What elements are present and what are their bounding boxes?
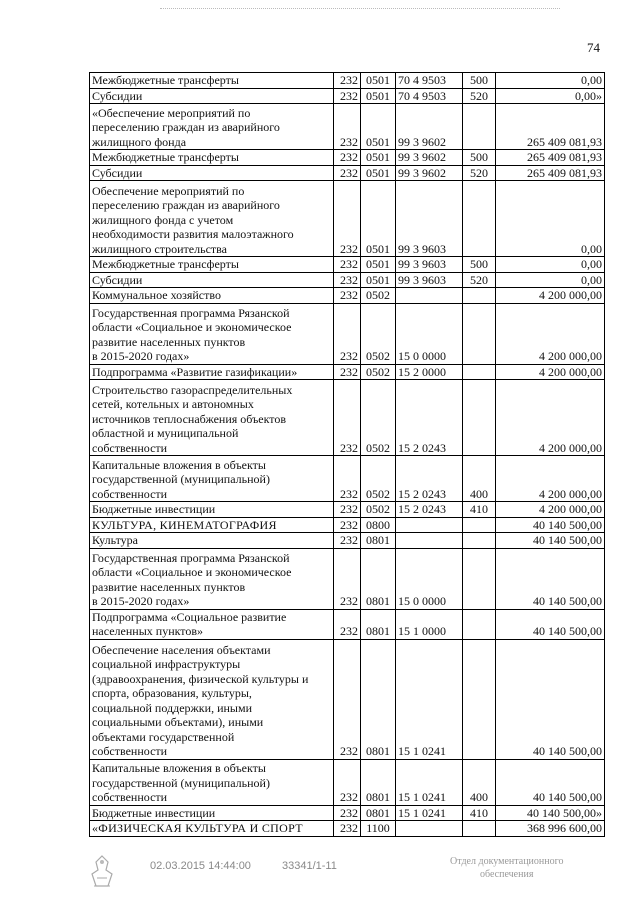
row-name-line: Подпрограмма «Социальное развитие — [92, 609, 287, 624]
row-name-line: Межбюджетные трансферты — [92, 73, 239, 87]
row-type-cell — [463, 639, 496, 759]
row-section-cell: 0801 — [361, 805, 396, 821]
row-section-cell: 0502 — [361, 303, 396, 364]
row-section-cell: 0800 — [361, 517, 396, 533]
row-code-cell: 232 — [334, 456, 361, 502]
row-name-line: Обеспечение населения объектами — [92, 642, 271, 657]
row-name-cell — [90, 303, 334, 364]
row-article-cell: 99 3 9603 — [396, 257, 463, 273]
row-name-line: области «Социальное и экономическое — [92, 565, 292, 579]
row-name-cell — [90, 165, 334, 181]
row-article-cell: 15 2 0000 — [396, 364, 463, 380]
row-sum-cell: 40 140 500,00 — [496, 533, 605, 549]
row-section-cell: 0501 — [361, 165, 396, 181]
row-code-cell: 232 — [334, 73, 361, 89]
row-name-line: в 2015-2020 годах» — [92, 594, 190, 608]
table-row — [90, 181, 605, 257]
row-code-cell: 232 — [334, 303, 361, 364]
row-article-cell: 15 0 0000 — [396, 548, 463, 609]
row-type-cell — [463, 181, 496, 257]
row-article-cell: 99 3 9602 — [396, 150, 463, 166]
row-code-cell: 232 — [334, 502, 361, 518]
row-section-cell: 0501 — [361, 104, 396, 150]
row-article-cell: 15 2 0243 — [396, 380, 463, 456]
row-name-line: собственности — [92, 790, 168, 804]
row-article-cell: 15 2 0243 — [396, 502, 463, 518]
row-name-cell — [90, 759, 334, 805]
row-name-cell — [90, 502, 334, 518]
row-name-line: области «Социальное и экономическое — [92, 320, 292, 334]
row-name-line: Культура — [92, 533, 138, 547]
row-name-line: собственности — [92, 440, 168, 455]
row-name-line: развитие населенных пунктов — [92, 579, 246, 594]
row-name-line: источников теплоснабжения объектов — [92, 411, 287, 426]
row-name-line: Подпрограмма «Развитие газификации» — [92, 364, 298, 379]
row-type-cell: 520 — [463, 272, 496, 288]
row-section-cell: 0501 — [361, 257, 396, 273]
row-section-cell: 0801 — [361, 639, 396, 759]
scan-artifact — [160, 8, 560, 13]
row-section-cell: 0501 — [361, 88, 396, 104]
row-type-cell: 520 — [463, 88, 496, 104]
row-code-cell: 232 — [334, 181, 361, 257]
row-type-cell — [463, 517, 496, 533]
row-section-cell: 0501 — [361, 73, 396, 89]
row-name-cell — [90, 639, 334, 759]
row-sum-cell: 4 200 000,00 — [496, 364, 605, 380]
row-sum-cell: 265 409 081,93 — [496, 150, 605, 166]
row-name-cell — [90, 288, 334, 304]
footer-doc-number: 33341/1-11 — [282, 860, 337, 872]
row-name-line: жилищного строительства — [92, 241, 227, 256]
row-sum-cell: 40 140 500,00 — [496, 639, 605, 759]
table-row — [90, 104, 605, 150]
row-article-cell: 15 1 0000 — [396, 609, 463, 639]
table-row — [90, 88, 605, 104]
row-article-cell: 15 1 0241 — [396, 639, 463, 759]
row-article-cell: 15 0 0000 — [396, 303, 463, 364]
row-name-cell — [90, 609, 334, 639]
row-type-cell — [463, 380, 496, 456]
row-name-line: социальной поддержки, иными — [92, 700, 252, 715]
row-name-line: областной и муниципальной — [92, 426, 239, 440]
row-code-cell: 232 — [334, 380, 361, 456]
row-type-cell — [463, 288, 496, 304]
row-article-cell: 15 2 0243 — [396, 456, 463, 502]
row-name-line: населенных пунктов» — [92, 624, 204, 638]
row-sum-cell: 40 140 500,00 — [496, 609, 605, 639]
row-type-cell — [463, 104, 496, 150]
row-section-cell: 0801 — [361, 609, 396, 639]
row-name-line: Государственная программа Рязанской — [92, 305, 290, 320]
row-name-line: Коммунальное хозяйство — [92, 288, 221, 302]
row-type-cell: 520 — [463, 165, 496, 181]
row-name-cell — [90, 257, 334, 273]
row-type-cell — [463, 364, 496, 380]
row-name-line: социальными объектами), иными — [92, 715, 264, 729]
budget-table — [89, 72, 605, 837]
row-name-line: объектами государственной — [92, 729, 235, 744]
table-row — [90, 639, 605, 759]
row-name-line: спорта, образования, культуры, — [92, 686, 252, 700]
row-section-cell: 0501 — [361, 150, 396, 166]
row-code-cell: 232 — [334, 104, 361, 150]
row-section-cell: 0501 — [361, 181, 396, 257]
row-name-cell — [90, 88, 334, 104]
row-name-cell — [90, 150, 334, 166]
row-code-cell: 232 — [334, 165, 361, 181]
row-name-cell — [90, 456, 334, 502]
row-type-cell: 410 — [463, 502, 496, 518]
row-name-line: развитие населенных пунктов — [92, 334, 246, 349]
row-code-cell: 232 — [334, 759, 361, 805]
row-article-cell: 99 3 9602 — [396, 165, 463, 181]
row-name-cell — [90, 821, 334, 837]
row-sum-cell: 0,00 — [496, 257, 605, 273]
row-name-cell — [90, 533, 334, 549]
row-code-cell: 232 — [334, 257, 361, 273]
row-article-cell: 99 3 9603 — [396, 181, 463, 257]
table-row — [90, 805, 605, 821]
row-section-cell: 1100 — [361, 821, 396, 837]
row-name-line: государственной (муниципальной) — [92, 775, 270, 790]
table-row — [90, 517, 605, 533]
row-sum-cell: 368 996 600,00 — [496, 821, 605, 837]
row-name-line: собственности — [92, 744, 168, 758]
row-name-line: сетей, котельных и автономных — [92, 397, 254, 411]
row-type-cell — [463, 609, 496, 639]
row-type-cell — [463, 533, 496, 549]
row-type-cell — [463, 548, 496, 609]
row-article-cell — [396, 517, 463, 533]
row-section-cell: 0502 — [361, 456, 396, 502]
footer-date: 02.03.2015 14:44:00 — [150, 860, 251, 872]
row-name-cell — [90, 380, 334, 456]
row-name-line: (здравоохранения, физической культуры и — [92, 671, 309, 686]
row-name-line: Субсидии — [92, 272, 143, 287]
row-name-line: Межбюджетные трансферты — [92, 257, 239, 271]
row-sum-cell: 0,00 — [496, 73, 605, 89]
table-row — [90, 380, 605, 456]
row-section-cell: 0801 — [361, 533, 396, 549]
row-name-line: КУЛЬТУРА, КИНЕМАТОГРАФИЯ — [92, 517, 277, 532]
row-name-line: переселению граждан из аварийного — [92, 198, 280, 212]
table-row — [90, 73, 605, 89]
table-row — [90, 364, 605, 380]
row-code-cell: 232 — [334, 88, 361, 104]
row-section-cell: 0801 — [361, 759, 396, 805]
row-article-cell — [396, 533, 463, 549]
row-name-line: Межбюджетные трансферты — [92, 150, 239, 164]
row-article-cell: 99 3 9602 — [396, 104, 463, 150]
table-row — [90, 609, 605, 639]
row-section-cell: 0502 — [361, 288, 396, 304]
row-sum-cell: 4 200 000,00 — [496, 456, 605, 502]
row-section-cell: 0801 — [361, 548, 396, 609]
row-article-cell: 70 4 9503 — [396, 73, 463, 89]
table-row — [90, 272, 605, 288]
row-name-line: Государственная программа Рязанской — [92, 550, 290, 565]
row-sum-cell: 265 409 081,93 — [496, 165, 605, 181]
row-sum-cell: 40 140 500,00 — [496, 759, 605, 805]
row-name-line: Капитальные вложения в объекты — [92, 761, 266, 775]
row-code-cell: 232 — [334, 288, 361, 304]
stamp-line: Отдел документационного — [450, 856, 564, 867]
row-name-line: Бюджетные инвестиции — [92, 502, 216, 516]
table-row — [90, 821, 605, 837]
row-type-cell — [463, 821, 496, 837]
row-code-cell: 232 — [334, 364, 361, 380]
row-sum-cell: 40 140 500,00» — [496, 805, 605, 821]
row-sum-cell: 0,00 — [496, 272, 605, 288]
row-article-cell: 70 4 9503 — [396, 88, 463, 104]
row-type-cell: 500 — [463, 257, 496, 273]
row-article-cell: 99 3 9603 — [396, 272, 463, 288]
row-article-cell — [396, 821, 463, 837]
row-sum-cell: 265 409 081,93 — [496, 104, 605, 150]
row-article-cell: 15 1 0241 — [396, 759, 463, 805]
row-sum-cell: 4 200 000,00 — [496, 288, 605, 304]
row-code-cell: 232 — [334, 805, 361, 821]
coat-of-arms-icon — [82, 852, 122, 892]
row-name-cell — [90, 517, 334, 533]
row-name-line: «Обеспечение мероприятий по — [92, 105, 251, 120]
row-name-line: в 2015-2020 годах» — [92, 349, 190, 363]
row-type-cell: 500 — [463, 150, 496, 166]
table-row — [90, 759, 605, 805]
table-row — [90, 456, 605, 502]
row-sum-cell: 4 200 000,00 — [496, 303, 605, 364]
row-name-line: Субсидии — [92, 88, 143, 103]
row-name-line: жилищного фонда — [92, 134, 187, 149]
row-name-cell — [90, 73, 334, 89]
row-sum-cell: 40 140 500,00 — [496, 517, 605, 533]
row-name-line: государственной (муниципальной) — [92, 472, 270, 486]
table-row — [90, 288, 605, 304]
row-sum-cell: 0,00» — [496, 88, 605, 104]
row-name-line: «ФИЗИЧЕСКАЯ КУЛЬТУРА И СПОРТ — [92, 821, 303, 835]
table-row — [90, 533, 605, 549]
row-type-cell: 400 — [463, 456, 496, 502]
row-type-cell: 400 — [463, 759, 496, 805]
row-code-cell: 232 — [334, 639, 361, 759]
row-name-line: собственности — [92, 486, 168, 501]
table-row — [90, 548, 605, 609]
row-article-cell: 15 1 0241 — [396, 805, 463, 821]
row-sum-cell: 4 200 000,00 — [496, 502, 605, 518]
row-name-line: Субсидии — [92, 165, 143, 180]
row-code-cell: 232 — [334, 609, 361, 639]
table-row — [90, 303, 605, 364]
row-section-cell: 0501 — [361, 272, 396, 288]
row-code-cell: 232 — [334, 272, 361, 288]
row-article-cell — [396, 288, 463, 304]
row-name-line: необходимости развития малоэтажного — [92, 227, 294, 241]
row-name-cell — [90, 272, 334, 288]
row-name-cell — [90, 364, 334, 380]
row-sum-cell: 40 140 500,00 — [496, 548, 605, 609]
row-code-cell: 232 — [334, 548, 361, 609]
table-row — [90, 502, 605, 518]
row-name-cell — [90, 181, 334, 257]
row-code-cell: 232 — [334, 150, 361, 166]
row-type-cell: 410 — [463, 805, 496, 821]
row-sum-cell: 4 200 000,00 — [496, 380, 605, 456]
row-name-line: Бюджетные инвестиции — [92, 805, 216, 820]
page-number: 74 — [587, 40, 600, 55]
row-type-cell: 500 — [463, 73, 496, 89]
row-code-cell: 232 — [334, 821, 361, 837]
row-name-line: жилищного фонда с учетом — [92, 212, 234, 227]
table-row — [90, 150, 605, 166]
row-section-cell: 0502 — [361, 364, 396, 380]
row-name-cell — [90, 548, 334, 609]
row-section-cell: 0502 — [361, 380, 396, 456]
row-name-line: Капитальные вложения в объекты — [92, 457, 266, 472]
row-name-line: переселению граждан из аварийного — [92, 120, 280, 134]
row-name-line: социальной инфраструктуры — [92, 657, 241, 671]
stamp-line: обеспечения — [480, 869, 534, 880]
row-name-cell — [90, 104, 334, 150]
row-section-cell: 0502 — [361, 502, 396, 518]
row-name-line: Строительство газораспределительных — [92, 382, 293, 397]
department-stamp — [450, 855, 563, 881]
row-name-line: Обеспечение мероприятий по — [92, 183, 245, 198]
row-code-cell: 232 — [334, 517, 361, 533]
table-row — [90, 165, 605, 181]
row-name-cell — [90, 805, 334, 821]
table-row — [90, 257, 605, 273]
row-code-cell: 232 — [334, 533, 361, 549]
row-sum-cell: 0,00 — [496, 181, 605, 257]
row-type-cell — [463, 303, 496, 364]
